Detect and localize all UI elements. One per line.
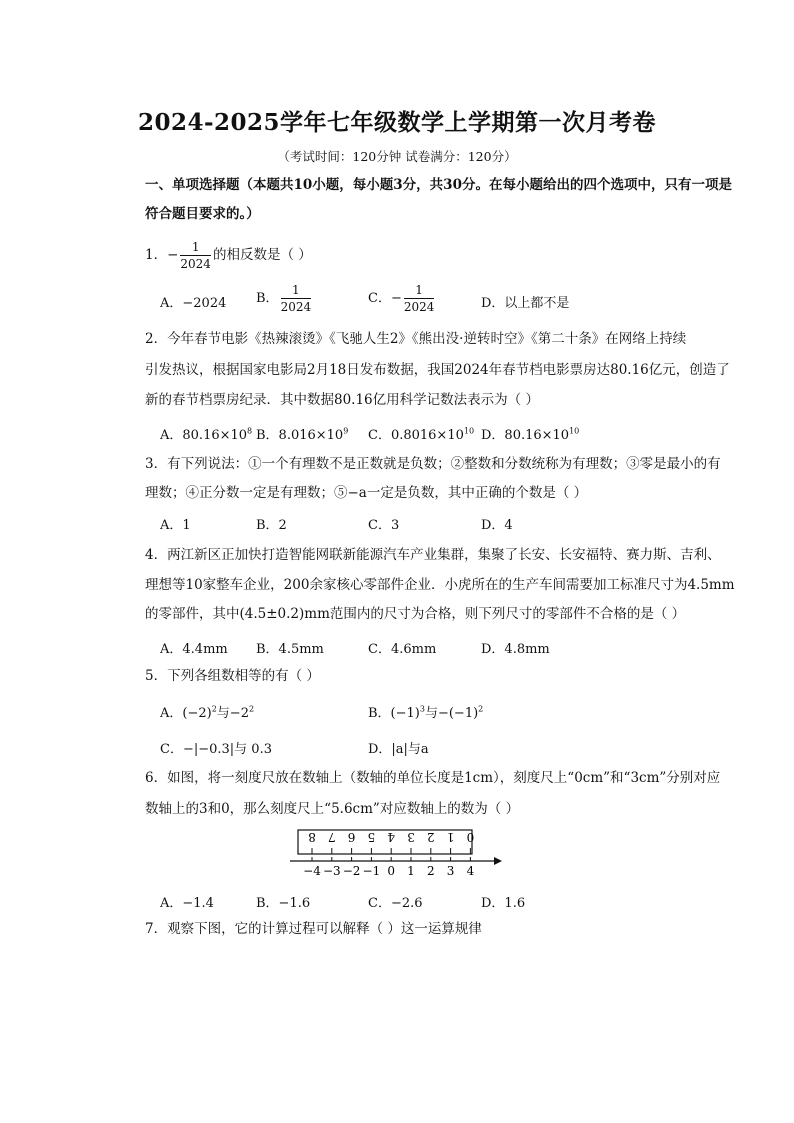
ruler-labels — [308, 830, 474, 844]
exam-title: 2024-2025学年七年级数学上学期第一次月考卷 — [137, 109, 657, 136]
q5-option-b: B．$(-1)^3$与$-(-1)^2$ — [368, 704, 484, 721]
q4-line2: 理想等10家整车企业，200余家核心零部件企业．小虎所在的生产车间需要加工标准尺寸为4.5mm — [145, 577, 735, 593]
q4-line3: 的零部件，其中(4.5±0.2)mm范围内的尺寸为合格，则下列尺寸的零部件不合格的是（ ） — [145, 606, 686, 622]
number-line-arrow-icon — [494, 857, 502, 865]
axis-label: −1 — [362, 864, 381, 878]
q5-option-a: A．$(-2)^2$与$-2^2$ — [160, 704, 255, 721]
q5-option-c: C．−|−0.3|与 0.3 — [160, 742, 272, 757]
ruler-label: 7 — [327, 830, 336, 844]
q4-option-d: D．4.8mm — [481, 642, 550, 657]
q3-option-d: D．4 — [481, 518, 513, 533]
q4-line1: 4．两江新区正加快打造智能网联新能源汽车产业集群，集聚了长安、长安福特、赛力斯、吉利、 — [145, 547, 721, 563]
axis-label: 1 — [407, 864, 415, 878]
q6-option-a: A．−1.4 — [160, 896, 214, 911]
q1-frac-numerator: 1 — [180, 241, 211, 256]
q4-option-c: C．4.6mm — [368, 642, 437, 657]
axis-label: −4 — [303, 864, 321, 878]
section-header-line2: 符合题目要求的。） — [145, 206, 260, 222]
q3-option-b: B．2 — [256, 518, 287, 533]
ruler-ticks — [312, 848, 470, 854]
ruler-number-line-figure — [288, 828, 508, 878]
ruler-label: 6 — [347, 830, 356, 844]
q1-option-c: C．− $\frac{1}{2024}$ — [368, 283, 435, 314]
axis-label: 3 — [446, 864, 455, 878]
q6-option-d: D．1.6 — [481, 896, 526, 911]
q4-option-b: B．4.5mm — [256, 642, 324, 657]
ruler-label: 1 — [446, 830, 455, 844]
ruler-label: 2 — [426, 830, 435, 844]
q7-line1: 7．观察下图，它的计算过程可以解释（ ）这一运算规律 — [145, 921, 482, 937]
ruler-label: 8 — [308, 830, 316, 844]
q2-option-b: B．$8.016\times 10^9$ — [256, 426, 349, 443]
axis-labels — [303, 864, 474, 878]
q1-number: 1． — [145, 247, 168, 263]
q6-line1: 6．如图，将一刻度尺放在数轴上（数轴的单位长度是1cm），刻度尺上“0cm”和“3cm”分别对应 — [145, 770, 721, 786]
section-header-line1: 一、单项选择题（本题共10小题，每小题3分，共30分。在每小题给出的四个选项中，只有一项是 — [145, 177, 732, 193]
q2-line2: 引发热议，根据国家电影局2月18日发布数据，我国2024年春节档电影票房达80.16亿元，创造了 — [145, 362, 730, 378]
q1-fraction — [180, 241, 211, 270]
q6-line2: 数轴上的3和0，那么刻度尺上“5.6cm”对应数轴上的数为（ ） — [145, 801, 520, 817]
axis-label: 2 — [426, 864, 435, 878]
q6-option-b: B．−1.6 — [256, 896, 311, 911]
q1-option-a: A．−2024 — [160, 296, 227, 311]
q5-option-d: D．|a|与a — [368, 742, 429, 757]
q3-line1: 3．有下列说法：①一个有理数不是正数就是负数；②整数和分数统称为有理数；③零是最小的有 — [145, 456, 721, 472]
q2-line3: 新的春节档票房纪录．其中数据80.16亿用科学记数法表示为（ ） — [145, 392, 539, 408]
q3-option-c: C．3 — [368, 518, 400, 533]
q3-option-a: A．1 — [160, 518, 191, 533]
q1-text: 的相反数是（ ） — [212, 247, 312, 263]
q1-option-b: B． $\frac{1}{2024}$ — [256, 283, 312, 314]
q5-line1: 5．下列各组数相等的有（ ） — [145, 668, 320, 684]
q1-option-d: D．以上都不是 — [481, 296, 570, 311]
axis-label: −3 — [322, 864, 341, 878]
ruler-label: 5 — [367, 830, 376, 844]
q3-line2: 理数；④正分数一定是有理数；⑤−a一定是负数，其中正确的个数是（ ） — [145, 485, 588, 501]
q2-option-d: D．$80.16\times 10^{10}$ — [481, 426, 580, 443]
question-1 — [145, 240, 312, 270]
ruler-label: 3 — [407, 830, 415, 844]
axis-label: −2 — [342, 864, 361, 878]
q2-line1: 2．今年春节电影《热辣滚烫》《飞驰人生2》《熊出没·逆转时空》《第二十条》在网络上持续 — [145, 331, 687, 347]
q2-option-c: C．$0.8016\times 10^{10}$ — [368, 426, 475, 443]
exam-subtitle: （考试时间：120分钟 试卷满分：120分） — [277, 149, 517, 164]
axis-label: 0 — [387, 864, 396, 878]
ruler-label: 4 — [387, 830, 396, 844]
ruler-body — [298, 830, 472, 854]
q4-option-a: A．4.4mm — [160, 642, 228, 657]
q6-option-c: C．−2.6 — [368, 896, 423, 911]
axis-label: 4 — [466, 864, 475, 878]
ruler-label: 0 — [466, 830, 475, 844]
q1-minus: − — [167, 247, 179, 263]
q1-frac-denominator: 2024 — [180, 257, 211, 271]
q2-option-a: A．$80.16\times 10^8$ — [160, 426, 253, 443]
